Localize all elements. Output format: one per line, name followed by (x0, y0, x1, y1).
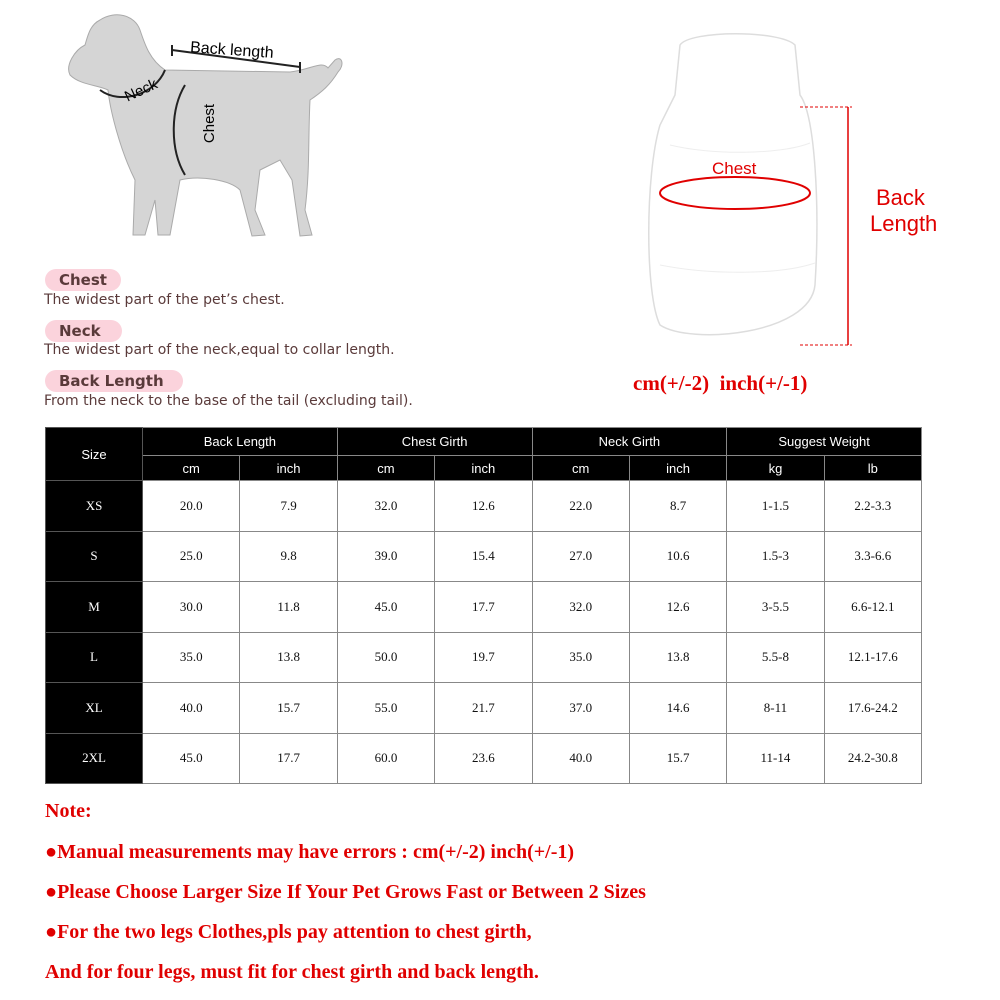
value-cell: 50.0 (337, 632, 434, 683)
value-cell: 12.6 (435, 481, 532, 532)
unit-header: cm (143, 456, 240, 481)
unit-header: inch (435, 456, 532, 481)
size-cell: S (46, 531, 143, 582)
value-cell: 8.7 (629, 481, 726, 532)
value-cell: 32.0 (532, 582, 629, 633)
neck-term: Neck (45, 320, 122, 342)
value-cell: 55.0 (337, 683, 434, 734)
note-item: And for four legs, must fit for chest girth and back length. (45, 961, 539, 983)
value-cell: 13.8 (629, 632, 726, 683)
note-heading: Note: (45, 800, 92, 822)
unit-header: inch (240, 456, 337, 481)
value-cell: 30.0 (143, 582, 240, 633)
size-cell: XL (46, 683, 143, 734)
note-item: ●Manual measurements may have errors : cm(+/-2) inch(+/-1) (45, 841, 575, 863)
table-row (46, 531, 922, 582)
size-cell: XS (46, 481, 143, 532)
value-cell: 15.7 (240, 683, 337, 734)
value-cell: 45.0 (143, 733, 240, 784)
unit-header: kg (727, 456, 824, 481)
value-cell: 14.6 (629, 683, 726, 734)
chest-term: Chest (45, 269, 121, 291)
back-length-definition: From the neck to the base of the tail (excluding tail). (44, 393, 413, 409)
tolerance-label: cm(+/-2) inch(+/-1) (633, 371, 808, 395)
value-cell: 1.5-3 (727, 531, 824, 582)
coat-chest-label: Chest (712, 159, 757, 178)
size-cell: L (46, 632, 143, 683)
coat-illustration (630, 25, 860, 355)
unit-header: lb (824, 456, 921, 481)
size-header: Size (46, 428, 143, 481)
value-cell: 32.0 (337, 481, 434, 532)
value-cell: 25.0 (143, 531, 240, 582)
size-cell: M (46, 582, 143, 633)
group-header: Chest Girth (337, 428, 532, 456)
value-cell: 12.1-17.6 (824, 632, 921, 683)
dog-neck-label: Neck (122, 75, 161, 106)
value-cell: 15.7 (629, 733, 726, 784)
value-cell: 22.0 (532, 481, 629, 532)
value-cell: 60.0 (337, 733, 434, 784)
value-cell: 21.7 (435, 683, 532, 734)
value-cell: 37.0 (532, 683, 629, 734)
coat-back-label: Back (876, 185, 925, 210)
value-cell: 12.6 (629, 582, 726, 633)
value-cell: 19.7 (435, 632, 532, 683)
value-cell: 17.6-24.2 (824, 683, 921, 734)
table-row (46, 733, 922, 784)
value-cell: 11-14 (727, 733, 824, 784)
value-cell: 9.8 (240, 531, 337, 582)
table-row (46, 683, 922, 734)
value-cell: 45.0 (337, 582, 434, 633)
value-cell: 20.0 (143, 481, 240, 532)
value-cell: 23.6 (435, 733, 532, 784)
value-cell: 5.5-8 (727, 632, 824, 683)
unit-header: cm (337, 456, 434, 481)
value-cell: 6.6-12.1 (824, 582, 921, 633)
size-table (45, 427, 922, 784)
value-cell: 13.8 (240, 632, 337, 683)
back-length-term: Back Length (45, 370, 183, 392)
value-cell: 1-1.5 (727, 481, 824, 532)
value-cell: 3-5.5 (727, 582, 824, 633)
value-cell: 40.0 (532, 733, 629, 784)
value-cell: 3.3-6.6 (824, 531, 921, 582)
group-header: Suggest Weight (727, 428, 922, 456)
value-cell: 24.2-30.8 (824, 733, 921, 784)
value-cell: 27.0 (532, 531, 629, 582)
value-cell: 2.2-3.3 (824, 481, 921, 532)
value-cell: 7.9 (240, 481, 337, 532)
group-header: Neck Girth (532, 428, 727, 456)
value-cell: 10.6 (629, 531, 726, 582)
size-cell: 2XL (46, 733, 143, 784)
value-cell: 15.4 (435, 531, 532, 582)
note-item: ●For the two legs Clothes,pls pay attention to chest girth, (45, 921, 532, 943)
group-header: Back Length (143, 428, 338, 456)
table-row (46, 481, 922, 532)
chest-definition: The widest part of the pet’s chest. (44, 292, 285, 308)
dog-chest-label: Chest (201, 103, 219, 144)
note-item: ●Please Choose Larger Size If Your Pet Grows Fast or Between 2 Sizes (45, 881, 646, 903)
value-cell: 35.0 (532, 632, 629, 683)
value-cell: 17.7 (240, 733, 337, 784)
dog-back-length-label: Back length (189, 39, 275, 62)
value-cell: 11.8 (240, 582, 337, 633)
table-row (46, 582, 922, 633)
unit-header: inch (629, 456, 726, 481)
coat-length-label: Length (870, 211, 938, 236)
value-cell: 39.0 (337, 531, 434, 582)
value-cell: 35.0 (143, 632, 240, 683)
neck-definition: The widest part of the neck,equal to collar length. (44, 342, 395, 358)
table-row (46, 632, 922, 683)
value-cell: 17.7 (435, 582, 532, 633)
unit-header: cm (532, 456, 629, 481)
value-cell: 8-11 (727, 683, 824, 734)
value-cell: 40.0 (143, 683, 240, 734)
